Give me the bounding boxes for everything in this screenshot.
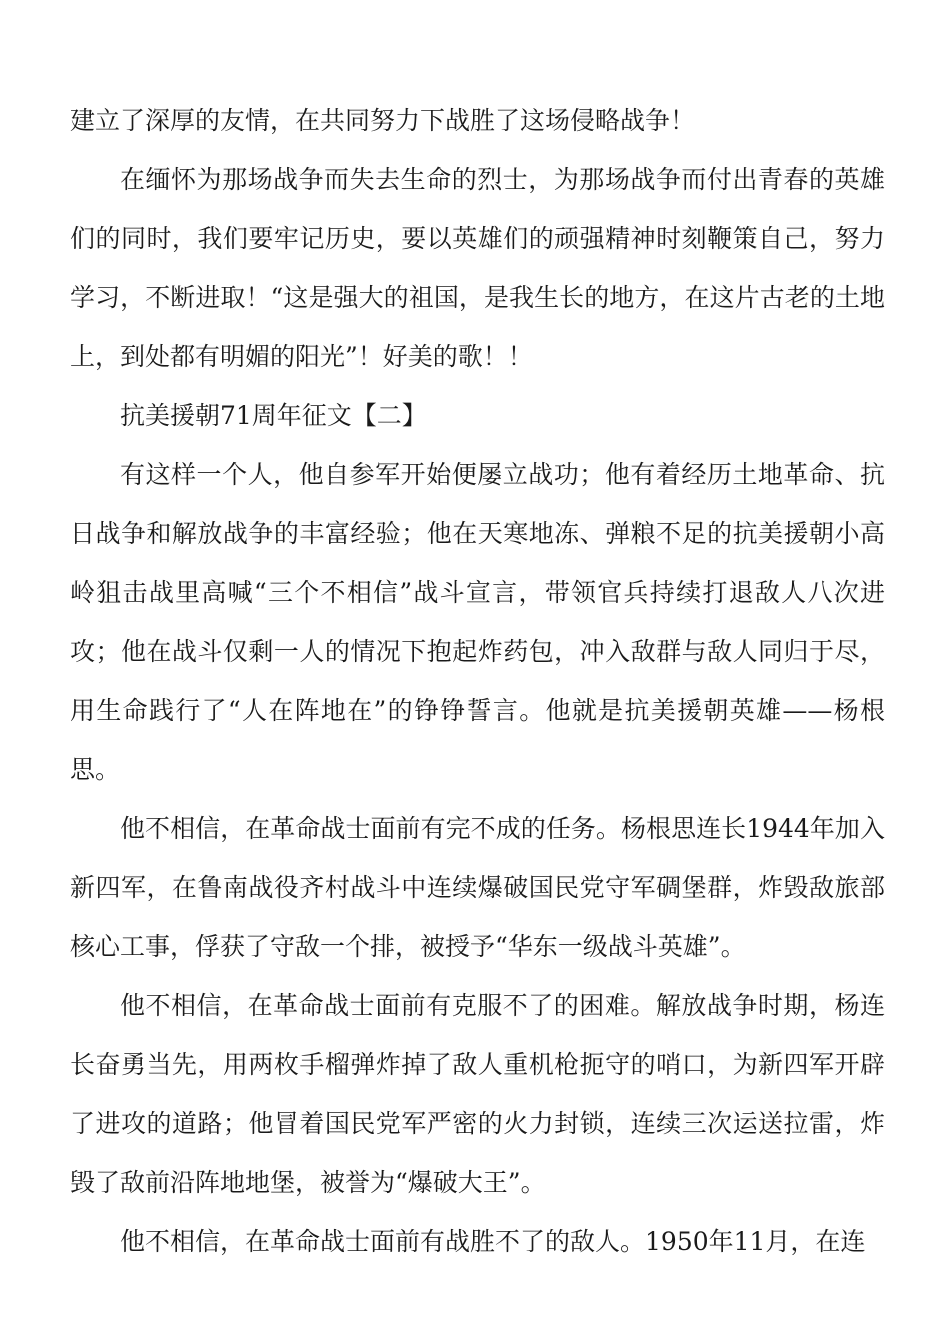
paragraph-remembrance: 在缅怀为那场战争而失去生命的烈士，为那场战争而付出青春的英雄们的同时，我们要牢记历史，要以英雄们的顽强精神时刻鞭策自己，努力学习，不断进取！“这是强大的祖国，是我生长的地方，在这片古老的土地上，到处都有明媚的阳光”！好美的歌！！ (70, 165, 885, 371)
paragraph-yang-gensi-intro: 有这样一个人，他自参军开始便屡立战功；他有着经历土地革命、抗日战争和解放战争的丰富经验；他在天寒地冻、弹粮不足的抗美援朝小高岭狙击战里高喊“三个不相信”战斗宣言，带领官兵持续打退敌人八次进攻；他在战斗仅剩一人的情况下抱起炸药包，冲入敌群与敌人同归于尽，用生命践行了“人在阵地在”的铮铮誓言。他就是抗美援朝英雄——杨根思。 (70, 460, 885, 784)
paragraph-friendship: 建立了深厚的友情，在共同努力下战胜了这场侵略战争！ (70, 106, 696, 135)
document-page (70, 91, 885, 1271)
section-heading: 抗美援朝71周年征文【二】 (120, 401, 427, 430)
paragraph-no-impossible-task: 他不相信，在革命战士面前有完不成的任务。杨根思连长1944年加入新四军，在鲁南战役齐村战斗中连续爆破国民党守军碉堡群，炸毁敌旅部核心工事，俘获了守敌一个排，被授予“华东一级战斗英雄”。 (70, 814, 885, 961)
paragraph-no-insurmountable-difficulty: 他不相信，在革命战士面前有克服不了的困难。解放战争时期，杨连长奋勇当先，用两枚手榴弹炸掉了敌人重机枪扼守的哨口，为新四军开辟了进攻的道路；他冒着国民党军严密的火力封锁，连续三次运送拉雷，炸毁了敌前沿阵地地堡，被誉为“爆破大王”。 (70, 991, 885, 1197)
paragraph-no-invincible-enemy: 他不相信，在革命战士面前有战胜不了的敌人。1950年11月，在连 (120, 1227, 866, 1256)
